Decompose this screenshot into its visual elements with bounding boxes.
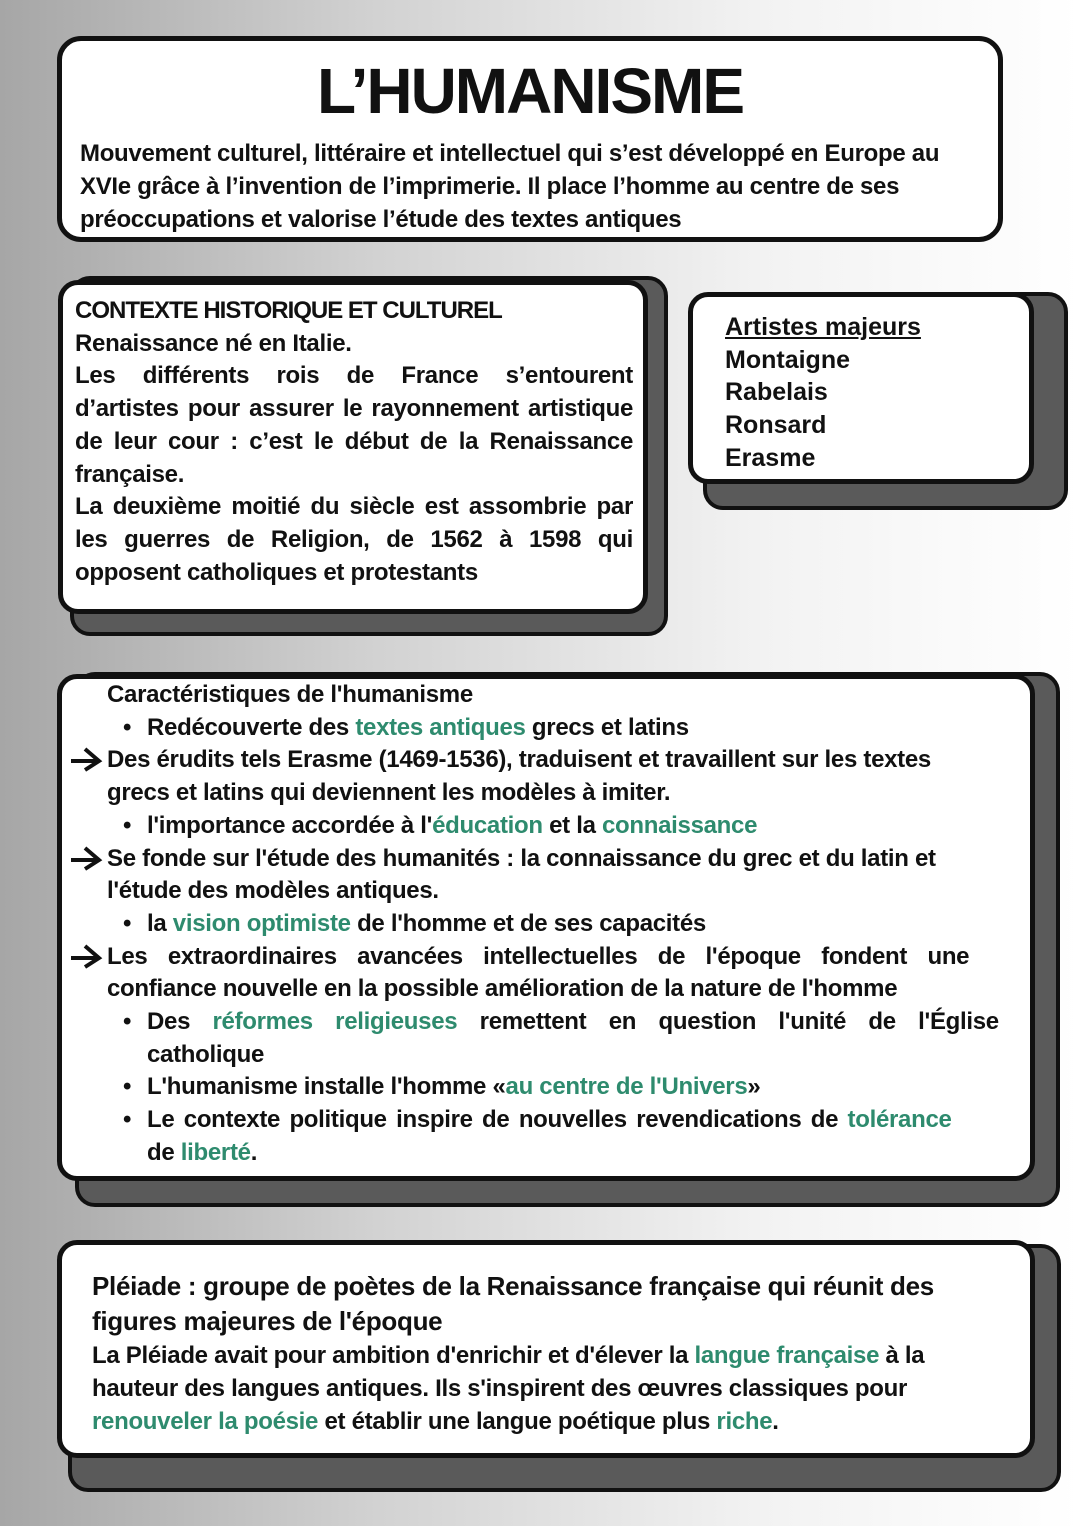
list-item-text: Le contexte politique inspire de nouvelles revendications de	[147, 1106, 848, 1134]
artists-title: Artistes majeurs	[725, 313, 921, 341]
highlight-text: liberté	[180, 1138, 251, 1166]
page-title: L’HUMANISME	[317, 55, 743, 127]
pleiade-text: et établir une langue poétique plus	[318, 1408, 717, 1435]
list-item-text: la	[147, 909, 173, 937]
highlight-text: renouveler la poésie	[92, 1408, 319, 1435]
list-item-text: de l'homme et de ses capacités	[350, 909, 706, 937]
arrow-item	[107, 843, 1030, 876]
context-paragraph: La deuxième moitié du siècle est assombrie par les guerres de Religion, de 1562 à 1598 qui opposent catholiques et protestants	[75, 493, 633, 586]
list-item-text: Redécouverte des	[147, 713, 356, 741]
list-item	[107, 908, 1030, 941]
list-item	[107, 1104, 1030, 1137]
list-item	[107, 712, 1030, 745]
characteristics-heading: Caractéristiques de l'humanisme	[107, 681, 473, 708]
highlight-text: textes antiques	[355, 713, 526, 741]
artist-name: Erasme	[725, 443, 816, 472]
highlight-text: riche	[716, 1408, 773, 1435]
pleiade-paragraph	[92, 1339, 1010, 1438]
arrow-item-text: l'étude des modèles antiques.	[107, 877, 439, 905]
list-item-text: .	[250, 1138, 258, 1166]
context-card	[58, 280, 648, 614]
highlight-text: vision optimiste	[172, 909, 351, 937]
arrow-item-text: grecs et latins qui deviennent les modèles à imiter.	[107, 779, 671, 807]
highlight-text: tolérance	[847, 1106, 952, 1134]
list-item-text: remettent en question l'unité de l'Église	[457, 1008, 999, 1036]
list-item-text: l'importance accordée à l'	[147, 811, 433, 839]
arrow-right-icon	[69, 943, 105, 969]
list-item-text: de	[147, 1138, 181, 1166]
pleiade-text: à la hauteur des langues antiques. Ils s'inspirent des œuvres classiques pour	[92, 1342, 925, 1402]
arrow-item-text: Les extraordinaires avancées intellectuelles de l'époque fondent une	[107, 942, 970, 970]
artist-name: Montaigne	[725, 345, 850, 374]
list-item	[107, 1071, 1030, 1104]
arrow-item-text: confiance nouvelle en la possible amélioration de la nature de l'homme	[107, 975, 898, 1003]
arrow-item-text: Se fonde sur l'étude des humanités : la connaissance du grec et du latin et	[107, 844, 936, 872]
highlight-text: au centre de l'Univers	[505, 1073, 748, 1101]
artist-name: Rabelais	[725, 378, 828, 407]
context-paragraph: Les différents rois de France s’entourent d’artistes pour assurer le rayonnement artistique de leur cour : c’est le début de la Renaissance française.	[75, 362, 633, 488]
artists-card	[688, 292, 1034, 484]
list-item-text: grecs et latins	[525, 713, 689, 741]
list-item-text: Des	[147, 1008, 213, 1036]
pleiade-text: La Pléiade avait pour ambition d'enrichir et d'élever la	[92, 1342, 695, 1369]
arrow-item	[107, 941, 1030, 974]
pleiade-lead: Pléiade : groupe de poètes de la Renaissance française qui réunit des figures majeures de l'époque	[92, 1271, 934, 1336]
arrow-item	[107, 744, 1035, 777]
pleiade-text: .	[772, 1408, 779, 1435]
characteristics-card	[57, 674, 1035, 1181]
title-card	[57, 36, 1003, 242]
context-heading: CONTEXTE HISTORIQUE ET CULTUREL	[75, 297, 502, 324]
context-line: Renaissance né en Italie.	[75, 329, 352, 357]
highlight-text: connaissance	[602, 811, 758, 839]
arrow-right-icon	[69, 845, 105, 871]
highlight-text: réformes religieuses	[212, 1008, 458, 1036]
list-item-text	[107, 1137, 1030, 1170]
intro-text: Mouvement culturel, littéraire et intellectuel qui s’est développé en Europe au XVIe grâce à l’invention de l’imprimerie. Il place l’homme au centre de ses préoccupations et valorise l’étude des textes antiques	[80, 140, 940, 233]
list-item-text: »	[747, 1073, 761, 1101]
list-item-text: L'humanisme installe l'homme «	[147, 1073, 506, 1101]
arrow-item-text: Des érudits tels Erasme (1469-1536), traduisent et travaillent sur les textes	[107, 746, 931, 774]
highlight-text: éducation	[432, 811, 543, 839]
arrow-right-icon	[69, 746, 105, 772]
list-item-text: catholique	[147, 1040, 265, 1068]
list-item	[107, 1006, 1030, 1039]
artist-name: Ronsard	[725, 411, 827, 440]
highlight-text: langue française	[694, 1342, 880, 1369]
list-item	[107, 810, 1030, 843]
list-item-text: et la	[542, 811, 602, 839]
pleiade-card	[57, 1240, 1035, 1458]
